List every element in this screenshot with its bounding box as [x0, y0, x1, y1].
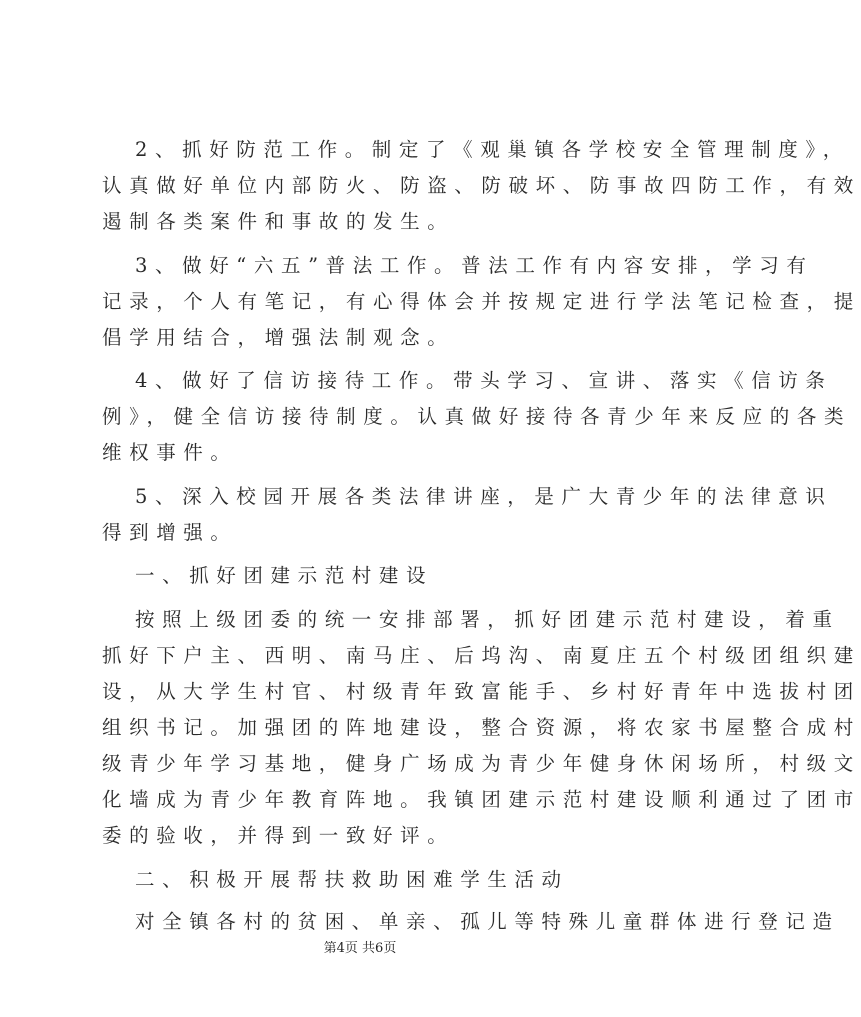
page-footer: 第4页 共6页 — [323, 941, 397, 956]
paragraph-first-line: 2、抓好防范工作。制定了《观巢镇各学校安全管理制度》， — [135, 138, 850, 161]
paragraph-first-line: 二、积极开展帮扶救助困难学生活动 — [135, 868, 569, 891]
paragraph-line: 记录，个人有笔记，有心得体会并按规定进行学法笔记检查，提 — [102, 290, 861, 313]
paragraph-line: 例》，健全信访接待制度。认真做好接待各青少年来反应的各类 — [102, 405, 852, 428]
paragraph-line: 维权事件。 — [102, 441, 238, 464]
paragraph-first-line: 按照上级团委的统一安排部署，抓好团建示范村建设，着重 — [135, 608, 840, 631]
paragraph-line: 得到增强。 — [102, 521, 238, 544]
paragraph-line: 组织书记。加强团的阵地建设，整合资源，将农家书屋整合成村 — [102, 716, 861, 739]
paragraph-line: 设，从大学生村官、村级青年致富能手、乡村好青年中选拔村团 — [102, 680, 861, 703]
paragraph-first-line: 5、深入校园开展各类法律讲座，是广大青少年的法律意识 — [135, 485, 833, 508]
paragraph-line: 抓好下户主、西明、南马庄、后坞沟、南夏庄五个村级团组织建 — [102, 644, 861, 667]
paragraph-line: 化墙成为青少年教育阵地。我镇团建示范村建设顺利通过了团市 — [102, 788, 861, 811]
paragraph-first-line: 对全镇各村的贫困、单亲、孤儿等特殊儿童群体进行登记造 — [135, 910, 840, 933]
paragraph-line: 倡学用结合，增强法制观念。 — [102, 326, 455, 349]
paragraph-line: 级青少年学习基地，健身广场成为青少年健身休闲场所，村级文 — [102, 752, 861, 775]
paragraph-first-line: 3、做好“六五”普法工作。普法工作有内容安排，学习有 — [135, 254, 814, 277]
paragraph-first-line: 一、抓好团建示范村建设 — [135, 564, 434, 587]
paragraph-first-line: 4、做好了信访接待工作。带头学习、宣讲、落实《信访条 — [135, 369, 833, 392]
paragraph-line: 委的验收，并得到一致好评。 — [102, 824, 455, 847]
paragraph-line: 认真做好单位内部防火、防盗、防破坏、防事故四防工作，有效 — [102, 174, 861, 197]
paragraph-line: 遏制各类案件和事故的发生。 — [102, 210, 455, 233]
